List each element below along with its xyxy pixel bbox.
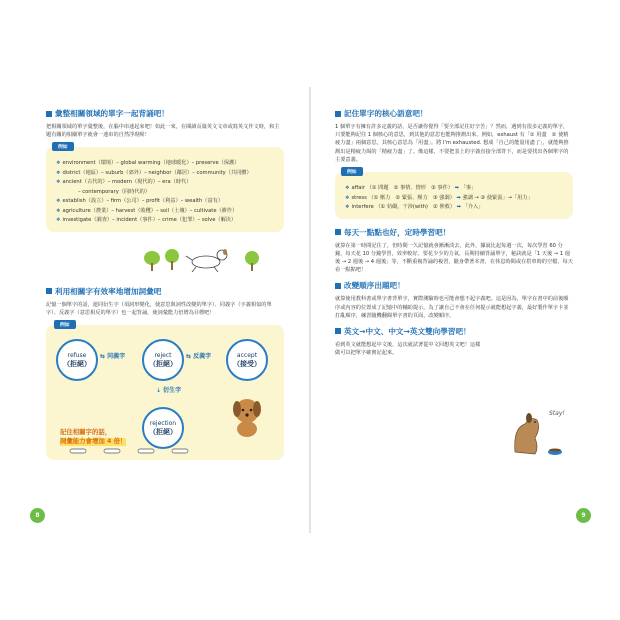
paw-icon: ❖ (56, 217, 61, 224)
section-heading (335, 108, 573, 119)
paw-icon: ❖ (345, 194, 350, 201)
word-map-box (46, 325, 284, 460)
example-tag: 例如 (52, 142, 74, 151)
square-bullet-icon (335, 328, 341, 334)
example-row: ❖ establish（設立）– firm（公司）– profit（利益）– wealth（富有） (56, 198, 224, 205)
square-bullet-icon (335, 283, 341, 289)
word-circle-accept: accept （接受） (226, 339, 268, 381)
page-number-left: 8 (30, 508, 45, 523)
square-bullet-icon (335, 229, 341, 235)
paw-icon: ❖ (56, 169, 61, 176)
book-gutter (309, 87, 311, 533)
square-bullet-icon (335, 111, 341, 117)
arrow-icon: ➡ (454, 185, 460, 192)
arrow-icon: ➡ (456, 204, 462, 211)
section-title: 每天一點點也好，定時學習吧！ (344, 227, 451, 237)
word-circle-reject: reject （拒絕） (142, 339, 184, 381)
antonym-label: ⇆ 反義字 (186, 353, 212, 361)
example-box (46, 147, 284, 232)
callout-text: 記住相關字的話， 詞彙能力會增加 4 倍！ (60, 428, 127, 446)
paw-icon: ❖ (56, 160, 61, 167)
paw-icon: ❖ (56, 207, 61, 214)
right-page (335, 108, 573, 417)
dog-speech-text: Stay! (549, 410, 565, 417)
section-title: 改變順序出題吧！ (344, 281, 405, 291)
example-row: ❖ environment（環境）– global warming（地球暖化）– preserve（保護） (56, 160, 240, 167)
example-tag: 例如 (54, 320, 76, 329)
square-bullet-icon (46, 288, 52, 294)
example-tag: 例如 (341, 167, 363, 176)
section-heading (335, 326, 573, 337)
word-circle-rejection: rejection （拒絕） (142, 407, 184, 449)
example-row: ❖ affair （① 問題 ② 事情、情形 ③ 事件） ➡ 「事」 (345, 185, 477, 192)
section-heading (46, 286, 284, 297)
section-title: 英文→中文、中文→英文雙向學習吧！ (344, 326, 471, 336)
example-row: ❖ district（地區）– suburb（郊外）– neighbor（鄰居）– community（共同體） (56, 169, 252, 176)
example-row: ❖ ancient（古代的）– modern（現代的）– era（時代） (56, 179, 192, 186)
section-title: 利用相關字有效率地增加詞彙吧 (55, 286, 162, 296)
dog-trees-illustration (46, 238, 284, 278)
example-row: ❖ investigate（調查）– incident（事件）– crime（犯罪）– solve（解決） (56, 217, 237, 224)
section-heading (335, 227, 573, 238)
section-body: 就算使用教科書或單字書背單字，實際測驗時也可能會想不起字義吧。這是因為，單字在書中的前後順序或內容的位置成了記憶中的輔助提示。為了讓自己不會在任何提示就能想起字義，最好製作單字卡並打亂順序，練習隨機翻閱單字書的頁面，改變順序。 (335, 296, 569, 319)
section-body: 就算在第一時間記住了，但時間一久記憶就會漸漸淡去，此外，據說比起每週一次，每次學習 60 分鐘，每天花 10 分鐘學習，效率較好。要花少少的力氣，長期持續背誦單字，秘訣就是「1 天後 → 1 週後 → 2 週後 → 4 週後」等，不斷重複背誦的複習，隨身帶著本書，在休息時間或在搭車時的空檔，每天看一點點吧！ (335, 242, 573, 274)
section-body: 1 個單字有擁有許多定義的話，是否讓你覺得「要全部記住好辛苦」？然而，遇到有很多定義的單字，只要能夠記住 1 個核心的意思，到其他的意思也能夠推測出來。例如，exhaust 有「① 用盡 ② 使精疲力盡」兩個意思，其核心意思為「用盡」。將 I'm exhausted. 想成「自己的能量用盡了」，就能夠推測出是精疲力竭的「精疲力盡」了。像這樣，不要把表上的字義直接全部背下，而是要找出各個單字的主要意義。 (335, 124, 569, 163)
running-dog-icon (186, 249, 227, 272)
example-box (335, 172, 573, 219)
derivative-label: ⇣ 衍生字 (156, 387, 182, 395)
example-row: ❖ stress （① 壓力 ② 緊張、壓力 ③ 強調） ➡ 強調 → ③ 使緊張」→「用力」 (345, 194, 533, 201)
section-body: 看到英文就能想起中文後，這次就試著從中文回想英文吧！這樣做可以把單字確實記起來。 (335, 341, 481, 357)
section-title: 記住單字的核心語意吧！ (344, 109, 428, 118)
bone-icons (66, 445, 206, 457)
puppy-icon (222, 391, 272, 441)
square-bullet-icon (46, 111, 52, 117)
paw-icon: ❖ (345, 204, 350, 211)
example-row: ❖ interfere （① 妨礙、干涉(with) ② 伸救） ➡ 「介入」 (345, 204, 484, 211)
synonym-label: ⇆ 同義字 (100, 353, 126, 361)
example-row: ❖ agriculture（農業）– harvest（收穫）– soil（土壤）– cultivate（耕作） (56, 207, 238, 214)
paw-icon: ❖ (56, 179, 61, 186)
arrow-icon: ➡ (456, 194, 461, 201)
section-body: 把相關領域的單字彙整後，在腦中串連起來吧！如此一來，在閱讀長篇英文文章或寫英文作文時，和主題有關的相關單字就會一連串的自然浮現喔！ (46, 124, 280, 139)
section-heading (46, 108, 284, 119)
example-row: – contemporary（同時代的） (78, 188, 150, 195)
section-heading (335, 280, 573, 291)
section-body: 記憶一個單字的話，連同衍生字（須詞形變化，使意思與詞性改變的單字）、同義字（字義相似的單字）、反義字（意思相反的單字）也一起背誦，使詞彙能力倍增為目標吧！ (46, 301, 272, 317)
page-number-right: 9 (576, 508, 591, 523)
section-title: 彙整相關領域的單字一起背誦吧！ (55, 109, 169, 118)
left-page (46, 108, 284, 460)
word-circle-refuse: refuse （拒絕） (56, 339, 98, 381)
paw-icon: ❖ (56, 198, 61, 205)
paw-icon: ❖ (345, 185, 350, 192)
